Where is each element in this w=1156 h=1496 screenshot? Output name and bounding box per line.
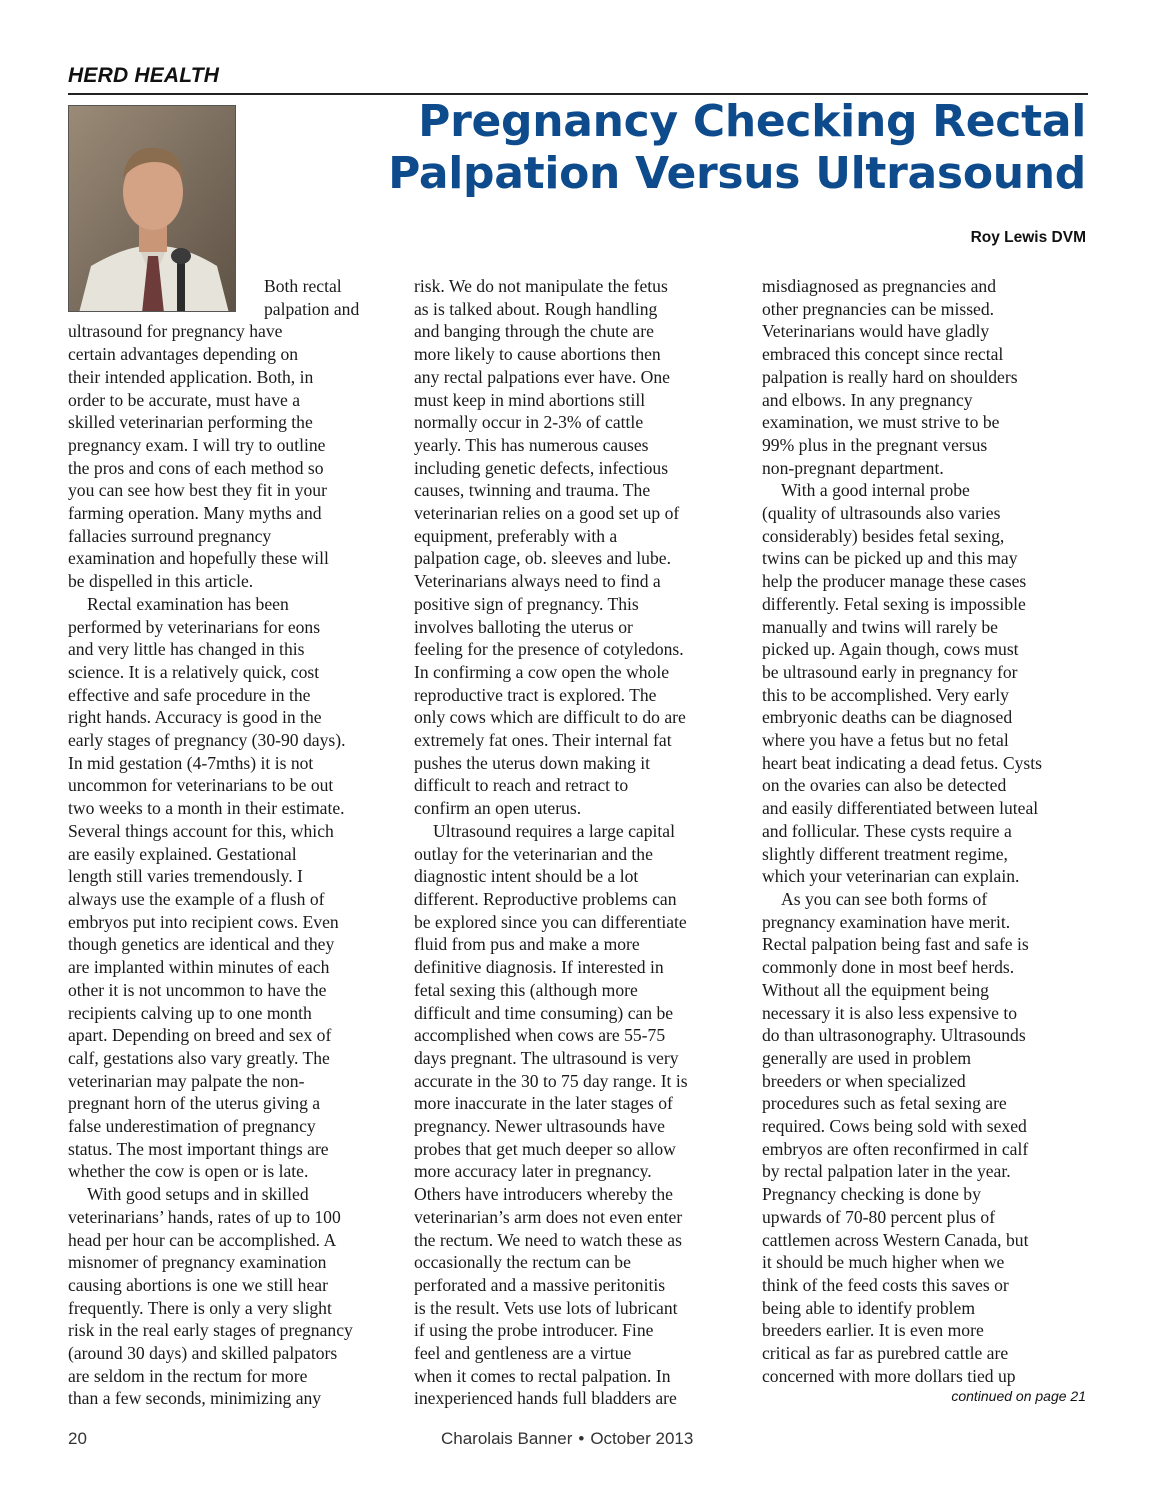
text-line: non-pregnant department. bbox=[762, 457, 944, 478]
article-title bbox=[326, 96, 1086, 200]
text-line: concerned with more dollars tied up bbox=[762, 1365, 1016, 1386]
text-line: only cows which are difficult to do are bbox=[414, 707, 686, 728]
text-line: veterinarians’ hands, rates of up to 100 bbox=[68, 1206, 341, 1227]
text-line: causing abortions is one we still hear bbox=[68, 1274, 328, 1295]
bullet-separator: • bbox=[578, 1429, 585, 1448]
text-line: misnomer of pregnancy examination bbox=[68, 1252, 327, 1273]
text-line: fetal sexing this (although more bbox=[414, 979, 638, 1000]
text-line: inexperienced hands full bladders are bbox=[414, 1388, 677, 1409]
text-line: diagnostic intent should be a lot bbox=[414, 866, 639, 887]
text-line: Ultrasound requires a large capital bbox=[433, 820, 675, 841]
text-line: differently. Fetal sexing is impossible bbox=[762, 593, 1026, 614]
text-line: slightly different treatment regime, bbox=[762, 843, 1008, 864]
text-line: and very little has changed in this bbox=[68, 639, 305, 660]
text-line: examination and hopefully these will bbox=[68, 548, 329, 569]
text-line: palpation is really hard on shoulders bbox=[762, 366, 1018, 387]
text-line: considerably) besides fetal sexing, bbox=[762, 525, 1005, 546]
text-line: reproductive tract is explored. The bbox=[414, 684, 657, 705]
text-line: misdiagnosed as pregnancies and bbox=[762, 276, 997, 296]
text-line: palpation and bbox=[264, 298, 360, 319]
text-line: difficult and time consuming) can be bbox=[414, 1002, 674, 1023]
text-line: help the producer manage these cases bbox=[762, 571, 1027, 592]
text-line: two weeks to a month in their estimate. bbox=[68, 798, 345, 819]
text-line: risk. We do not manipulate the fetus bbox=[414, 276, 668, 296]
page-number: 20 bbox=[68, 1429, 87, 1448]
text-line: if using the probe introducer. Fine bbox=[414, 1320, 654, 1341]
text-line: which your veterinarian can explain. bbox=[762, 866, 1020, 887]
text-line: are implanted within minutes of each bbox=[68, 957, 330, 978]
text-line: fallacies surround pregnancy bbox=[68, 525, 272, 546]
text-line: perforated and a massive peritonitis bbox=[414, 1274, 666, 1295]
text-line: equipment, preferably with a bbox=[414, 525, 618, 546]
text-line: pregnancy examination have merit. bbox=[762, 911, 1011, 932]
text-line: embraced this concept since rectal bbox=[762, 344, 1004, 365]
text-line: risk in the real early stages of pregnancy bbox=[68, 1320, 353, 1341]
text-line: In confirming a cow open the whole bbox=[414, 661, 670, 682]
text-line: extremely fat ones. Their internal fat bbox=[414, 730, 672, 751]
issue-date: October 2013 bbox=[590, 1429, 694, 1448]
text-line: (around 30 days) and skilled palpators bbox=[68, 1343, 338, 1364]
text-line: length still varies tremendously. I bbox=[68, 866, 303, 887]
text-line: commonly done in most beef herds. bbox=[762, 957, 1015, 978]
text-line: right hands. Accuracy is good in the bbox=[68, 707, 322, 728]
text-line: and follicular. These cysts require a bbox=[762, 820, 1012, 841]
text-line: as is talked about. Rough handling bbox=[414, 298, 658, 319]
publication-name: Charolais Banner bbox=[441, 1429, 573, 1448]
text-line: performed by veterinarians for eons bbox=[68, 616, 321, 637]
text-line: whether the cow is open or is late. bbox=[68, 1161, 309, 1182]
text-line: other pregnancies can be missed. bbox=[762, 298, 995, 319]
text-line: Pregnancy checking is done by bbox=[762, 1184, 981, 1205]
text-line: always use the example of a flush of bbox=[68, 888, 325, 909]
text-line: effective and safe procedure in the bbox=[68, 684, 311, 705]
header-rule bbox=[68, 93, 1088, 95]
text-line: accomplished when cows are 55-75 bbox=[414, 1025, 666, 1046]
text-line: confirm an open uterus. bbox=[414, 798, 582, 819]
text-line: positive sign of pregnancy. This bbox=[414, 593, 639, 614]
text-line: veterinarian may palpate the non- bbox=[68, 1070, 305, 1091]
text-line: pregnancy. Newer ultrasounds have bbox=[414, 1116, 665, 1137]
text-line: their intended application. Both, in bbox=[68, 366, 314, 387]
text-line: being able to identify problem bbox=[762, 1297, 976, 1318]
text-line: embryonic deaths can be diagnosed bbox=[762, 707, 1013, 728]
text-line: science. It is a relatively quick, cost bbox=[68, 661, 320, 682]
text-line: involves balloting the uterus or bbox=[414, 616, 633, 637]
continued-note: continued on page 21 bbox=[951, 1388, 1086, 1404]
text-line: Both rectal bbox=[264, 276, 342, 296]
text-line: false underestimation of pregnancy bbox=[68, 1116, 316, 1137]
text-line: early stages of pregnancy (30-90 days). bbox=[68, 730, 346, 751]
text-line: status. The most important things are bbox=[68, 1138, 329, 1159]
text-line: more accuracy later in pregnancy. bbox=[414, 1161, 652, 1182]
text-line: certain advantages depending on bbox=[68, 344, 299, 365]
text-line: 99% plus in the pregnant versus bbox=[762, 434, 988, 455]
text-line: and banging through the chute are bbox=[414, 321, 654, 342]
text-line: other it is not uncommon to have the bbox=[68, 979, 327, 1000]
text-line: skilled veterinarian performing the bbox=[68, 412, 313, 433]
text-line: normally occur in 2-3% of cattle bbox=[414, 412, 644, 433]
text-line: be explored since you can differentiate bbox=[414, 911, 687, 932]
column-1 bbox=[68, 275, 359, 1410]
text-line: In mid gestation (4-7mths) it is not bbox=[68, 752, 314, 773]
text-line: upwards of 70-80 percent plus of bbox=[762, 1206, 996, 1227]
text-line: think of the feed costs this saves or bbox=[762, 1274, 1009, 1295]
text-line: farming operation. Many myths and bbox=[68, 503, 322, 524]
text-line: generally are used in problem bbox=[762, 1047, 972, 1068]
text-line: embryos put into recipient cows. Even bbox=[68, 911, 339, 932]
title-line-1: Pregnancy Checking Rectal bbox=[418, 96, 1086, 147]
text-line: With a good internal probe bbox=[781, 480, 970, 501]
text-line: breeders earlier. It is even more bbox=[762, 1320, 984, 1341]
text-line: must keep in mind abortions still bbox=[414, 389, 646, 410]
text-line: calf, gestations also vary greatly. The bbox=[68, 1047, 330, 1068]
text-line: the pros and cons of each method so bbox=[68, 457, 324, 478]
text-line: fluid from pus and make a more bbox=[414, 934, 640, 955]
text-line: As you can see both forms of bbox=[781, 888, 988, 909]
text-line: accurate in the 30 to 75 day range. It is bbox=[414, 1070, 688, 1091]
text-line: Without all the equipment being bbox=[762, 979, 989, 1000]
text-line: (quality of ultrasounds also varies bbox=[762, 503, 1001, 524]
text-line: be dispelled in this article. bbox=[68, 571, 254, 592]
text-line: Veterinarians always need to find a bbox=[414, 571, 661, 592]
section-label: HERD HEALTH bbox=[68, 64, 220, 87]
text-line: do than ultrasonography. Ultrasounds bbox=[762, 1025, 1026, 1046]
text-line: on the ovaries can also be detected bbox=[762, 775, 1007, 796]
text-line: are easily explained. Gestational bbox=[68, 843, 297, 864]
column-3 bbox=[762, 275, 1042, 1387]
byline: Roy Lewis DVM bbox=[970, 229, 1086, 246]
text-line: frequently. There is only a very slight bbox=[68, 1297, 332, 1318]
text-line: veterinarian relies on a good set up of bbox=[414, 503, 680, 524]
text-line: required. Cows being sold with sexed bbox=[762, 1116, 1027, 1137]
text-line: pushes the uterus down making it bbox=[414, 752, 651, 773]
text-line: Veterinarians would have gladly bbox=[762, 321, 990, 342]
text-line: Others have introducers whereby the bbox=[414, 1184, 673, 1205]
text-line: Several things account for this, which bbox=[68, 820, 334, 841]
text-line: twins can be picked up and this may bbox=[762, 548, 1018, 569]
text-line: days pregnant. The ultrasound is very bbox=[414, 1047, 679, 1068]
text-line: veterinarian’s arm does not even enter bbox=[414, 1206, 683, 1227]
text-line: procedures such as fetal sexing are bbox=[762, 1093, 1007, 1114]
text-line: causes, twinning and trauma. The bbox=[414, 480, 651, 501]
text-line: embryos are often reconfirmed in calf bbox=[762, 1138, 1029, 1159]
text-line: when it comes to rectal palpation. In bbox=[414, 1365, 671, 1386]
text-line: more inaccurate in the later stages of bbox=[414, 1093, 673, 1114]
text-line: pregnant horn of the uterus giving a bbox=[68, 1093, 321, 1114]
text-line: including genetic defects, infectious bbox=[414, 457, 669, 478]
text-line: any rectal palpations ever have. One bbox=[414, 366, 670, 387]
text-line: With good setups and in skilled bbox=[87, 1184, 309, 1205]
text-line: head per hour can be accomplished. A bbox=[68, 1229, 337, 1250]
text-line: feeling for the presence of cotyledons. bbox=[414, 639, 684, 660]
column-2 bbox=[414, 275, 688, 1410]
text-line: yearly. This has numerous causes bbox=[414, 434, 649, 455]
text-line: critical as far as purebred cattle are bbox=[762, 1343, 1009, 1364]
text-line: occasionally the rectum can be bbox=[414, 1252, 631, 1273]
text-line: picked up. Again though, cows must bbox=[762, 639, 1019, 660]
text-line: ultrasound for pregnancy have bbox=[68, 321, 283, 342]
text-line: Rectal palpation being fast and safe is bbox=[762, 934, 1029, 955]
text-line: breeders or when specialized bbox=[762, 1070, 966, 1091]
text-line: though genetics are identical and they bbox=[68, 934, 335, 955]
text-line: it should be much higher when we bbox=[762, 1252, 1005, 1273]
text-line: uncommon for veterinarians to be out bbox=[68, 775, 334, 796]
text-line: examination, we must strive to be bbox=[762, 412, 1000, 433]
page-footer bbox=[441, 1429, 693, 1449]
text-line: different. Reproductive problems can bbox=[414, 888, 677, 909]
text-line: outlay for the veterinarian and the bbox=[414, 843, 653, 864]
text-line: where you have a fetus but no fetal bbox=[762, 730, 1009, 751]
text-line: Rectal examination has been bbox=[87, 593, 289, 614]
text-line: and easily differentiated between luteal bbox=[762, 798, 1039, 819]
text-line: be ultrasound early in pregnancy for bbox=[762, 661, 1018, 682]
title-line-2: Palpation Versus Ultrasound bbox=[388, 148, 1086, 199]
text-line: by rectal palpation later in the year. bbox=[762, 1161, 1011, 1182]
text-line: recipients calving up to one month bbox=[68, 1002, 312, 1023]
text-line: is the result. Vets use lots of lubricant bbox=[414, 1297, 678, 1318]
text-line: necessary it is also less expensive to bbox=[762, 1002, 1018, 1023]
text-line: this to be accomplished. Very early bbox=[762, 684, 1009, 705]
text-line: difficult to reach and retract to bbox=[414, 775, 629, 796]
text-line: more likely to cause abortions then bbox=[414, 344, 661, 365]
text-line: probes that get much deeper so allow bbox=[414, 1138, 676, 1159]
text-line: palpation cage, ob. sleeves and lube. bbox=[414, 548, 671, 569]
text-line: manually and twins will rarely be bbox=[762, 616, 998, 637]
text-line: definitive diagnosis. If interested in bbox=[414, 957, 664, 978]
text-line: heart beat indicating a dead fetus. Cysts bbox=[762, 752, 1042, 773]
text-line: are seldom in the rectum for more bbox=[68, 1365, 308, 1386]
text-line: pregnancy exam. I will try to outline bbox=[68, 434, 326, 455]
text-line: apart. Depending on breed and sex of bbox=[68, 1025, 332, 1046]
text-line: the rectum. We need to watch these as bbox=[414, 1229, 682, 1250]
text-line: you can see how best they fit in your bbox=[68, 480, 327, 501]
text-line: cattlemen across Western Canada, but bbox=[762, 1229, 1029, 1250]
text-line: and elbows. In any pregnancy bbox=[762, 389, 973, 410]
text-line: than a few seconds, minimizing any bbox=[68, 1388, 322, 1409]
text-line: feel and gentleness are a virtue bbox=[414, 1343, 632, 1364]
text-line: order to be accurate, must have a bbox=[68, 389, 301, 410]
